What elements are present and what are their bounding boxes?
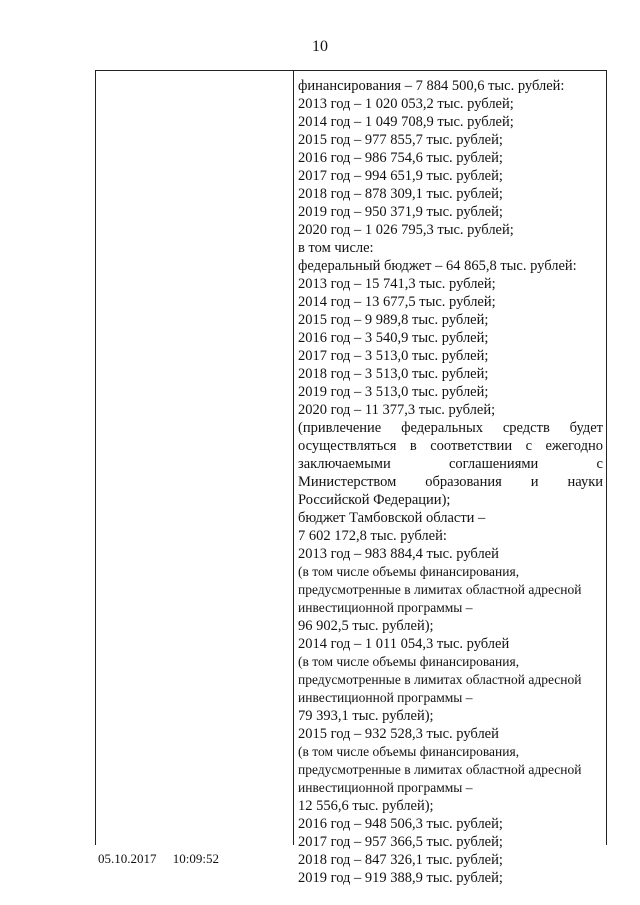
funding-line: 12 556,6 тыс. рублей); — [298, 798, 434, 814]
funding-line: (в том числе объемы финансирования, — [298, 744, 520, 759]
funding-line: инвестиционной программы – — [298, 690, 473, 705]
funding-line: (в том числе объемы финансирования, — [298, 564, 520, 579]
funding-line: 2015 год – 9 989,8 тыс. рублей; — [298, 312, 489, 328]
funding-line: осуществляться в соответствии с ежегодно — [298, 438, 603, 454]
funding-line: 2013 год – 1 020 053,2 тыс. рублей; — [298, 96, 514, 112]
funding-line: 2013 год – 983 884,4 тыс. рублей — [298, 546, 499, 562]
print-date: 05.10.2017 — [98, 851, 157, 866]
funding-line: (в том числе объемы финансирования, — [298, 654, 520, 669]
funding-line: 79 393,1 тыс. рублей); — [298, 708, 434, 724]
funding-line: Министерством образования и науки — [298, 474, 603, 490]
funding-line: 2019 год – 950 371,9 тыс. рублей; — [298, 204, 503, 220]
page-number: 10 — [312, 38, 328, 55]
funding-line: 2020 год – 11 377,3 тыс. рублей; — [298, 402, 496, 418]
funding-line: заключаемыми соглашениями с — [298, 456, 603, 472]
print-time: 10:09:52 — [172, 851, 219, 866]
funding-line: 2018 год – 3 513,0 тыс. рублей; — [298, 366, 489, 382]
funding-line: 2017 год – 994 651,9 тыс. рублей; — [298, 168, 503, 184]
funding-line: предусмотренные в лимитах областной адресной — [298, 762, 582, 777]
funding-line: инвестиционной программы – — [298, 780, 473, 795]
funding-line: (привлечение федеральных средств будет — [298, 420, 603, 436]
funding-line: 96 902,5 тыс. рублей); — [298, 618, 434, 634]
funding-line: бюджет Тамбовской области – — [298, 510, 486, 526]
funding-line: инвестиционной программы – — [298, 600, 473, 615]
funding-line: 2017 год – 957 366,5 тыс. рублей; — [298, 834, 503, 850]
funding-line: финансирования – 7 884 500,6 тыс. рублей: — [298, 78, 565, 94]
column-divider — [293, 71, 294, 845]
funding-line: 2015 год – 932 528,3 тыс. рублей — [298, 726, 499, 742]
funding-line: федеральный бюджет – 64 865,8 тыс. рублей: — [298, 258, 577, 274]
funding-line: 2019 год – 919 388,9 тыс. рублей; — [298, 870, 503, 886]
funding-line: 2015 год – 977 855,7 тыс. рублей; — [298, 132, 503, 148]
funding-line: 2016 год – 948 506,3 тыс. рублей; — [298, 816, 503, 832]
funding-line: в том числе: — [298, 240, 374, 256]
funding-line: предусмотренные в лимитах областной адресной — [298, 672, 582, 687]
funding-line: 7 602 172,8 тыс. рублей: — [298, 528, 447, 544]
funding-line: Российской Федерации); — [298, 492, 451, 508]
funding-line: 2014 год – 1 011 054,3 тыс. рублей — [298, 636, 510, 652]
funding-line: 2019 год – 3 513,0 тыс. рублей; — [298, 384, 489, 400]
funding-details-cell — [298, 77, 603, 887]
funding-line: 2016 год – 986 754,6 тыс. рублей; — [298, 150, 503, 166]
funding-line: 2020 год – 1 026 795,3 тыс. рублей; — [298, 222, 514, 238]
funding-line: 2016 год – 3 540,9 тыс. рублей; — [298, 330, 489, 346]
funding-line: предусмотренные в лимитах областной адресной — [298, 582, 582, 597]
funding-line: 2014 год – 1 049 708,9 тыс. рублей; — [298, 114, 514, 130]
funding-line: 2018 год – 847 326,1 тыс. рублей; — [298, 852, 503, 868]
funding-line: 2018 год – 878 309,1 тыс. рублей; — [298, 186, 503, 202]
funding-line: 2017 год – 3 513,0 тыс. рублей; — [298, 348, 489, 364]
funding-line: 2013 год – 15 741,3 тыс. рублей; — [298, 276, 496, 292]
print-timestamp — [98, 851, 219, 867]
funding-line: 2014 год – 13 677,5 тыс. рублей; — [298, 294, 496, 310]
